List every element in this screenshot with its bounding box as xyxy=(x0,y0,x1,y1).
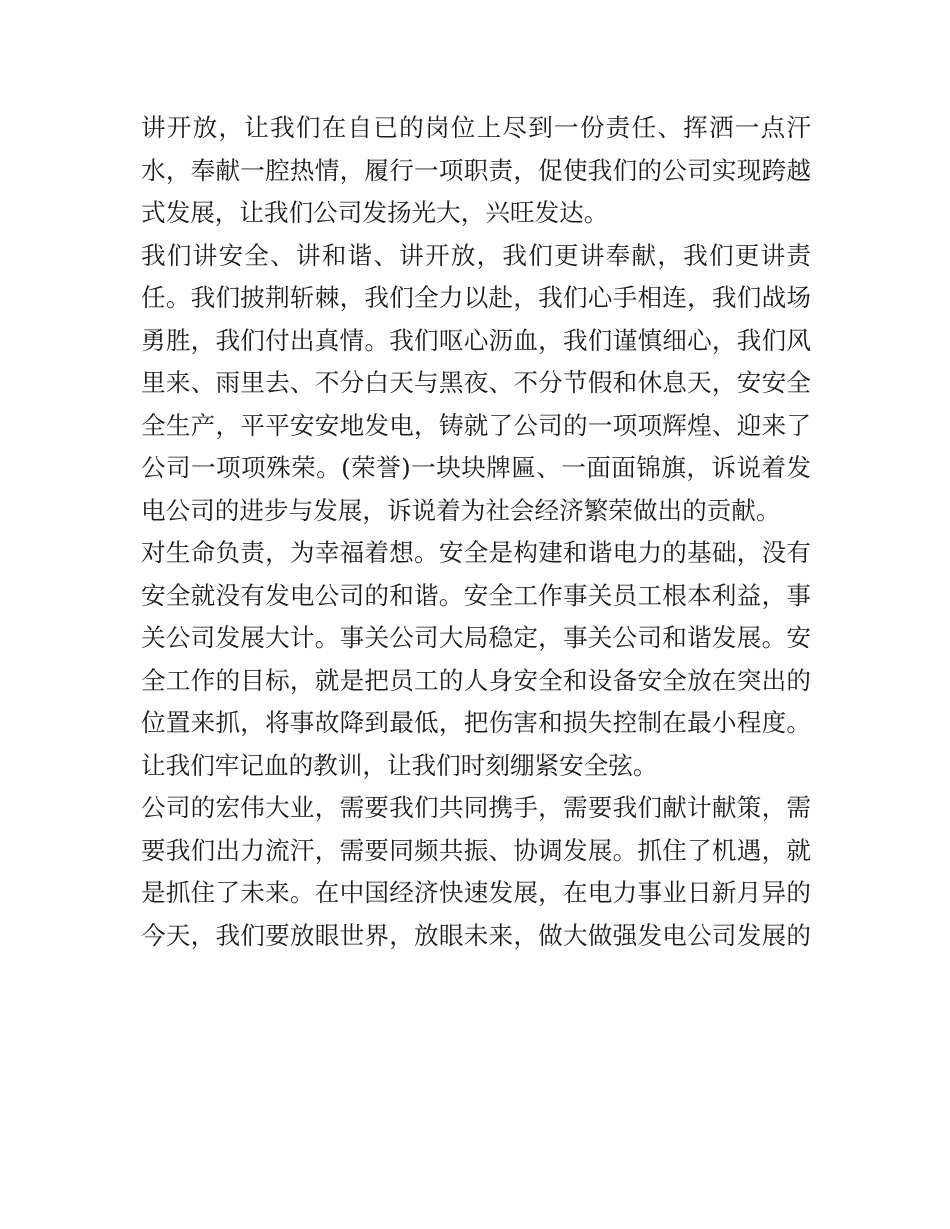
text-line: 讲开放，让我们在自已的岗位上尽到一份责任、挥洒一点汗 xyxy=(141,113,811,142)
text-line: 是抓住了未来。在中国经济快速发展，在电力事业日新月异的 xyxy=(141,878,811,907)
text-line: 公司一项项殊荣。(荣誉)一块块牌匾、一面面锦旗，诉说着发 xyxy=(141,453,811,482)
text-line: 式发展，让我们公司发扬光大，兴旺发达。 xyxy=(141,198,609,227)
text-line: 今天，我们要放眼世界，放眼未来，做大做强发电公司发展的 xyxy=(141,920,811,950)
text-line: 位置来抓，将事故降到最低，把伤害和损失控制在最小程度。 xyxy=(141,708,811,737)
text-line: 电公司的进步与发展，诉说着为社会经济繁荣做出的贡献。 xyxy=(141,495,781,525)
text-line: 勇胜，我们付出真情。我们呕心沥血，我们谨慎细心，我们风 xyxy=(141,325,811,355)
text-line: 里来、雨里去、不分白天与黑夜、不分节假和休息天，安安全 xyxy=(141,368,811,397)
text-line: 水，奉献一腔热情，履行一项职责，促使我们的公司实现跨越 xyxy=(141,155,811,185)
text-line: 对生命负责，为幸福着想。安全是构建和谐电力的基础，没有 xyxy=(141,538,811,567)
body-text xyxy=(141,107,821,957)
text-line: 要我们出力流汗，需要同频共振、协调发展。抓住了机遇，就 xyxy=(141,835,811,865)
text-line: 公司的宏伟大业，需要我们共同携手，需要我们献计献策，需 xyxy=(141,793,811,822)
text-line: 我们讲安全、讲和谐、讲开放，我们更讲奉献，我们更讲责 xyxy=(141,240,811,270)
text-line: 关公司发展大计。事关公司大局稳定，事关公司和谐发展。安 xyxy=(141,623,811,652)
text-line: 安全就没有发电公司的和谐。安全工作事关员工根本利益，事 xyxy=(141,580,811,610)
text-line: 全工作的目标，就是把员工的人身安全和设备安全放在突出的 xyxy=(141,665,811,695)
text-line: 让我们牢记血的教训，让我们时刻绷紧安全弦。 xyxy=(141,750,658,780)
text-line: 任。我们披荆斩棘，我们全力以赴，我们心手相连，我们战场 xyxy=(141,283,811,312)
text-line: 全生产，平平安安地发电，铸就了公司的一项项辉煌、迎来了 xyxy=(141,410,811,440)
